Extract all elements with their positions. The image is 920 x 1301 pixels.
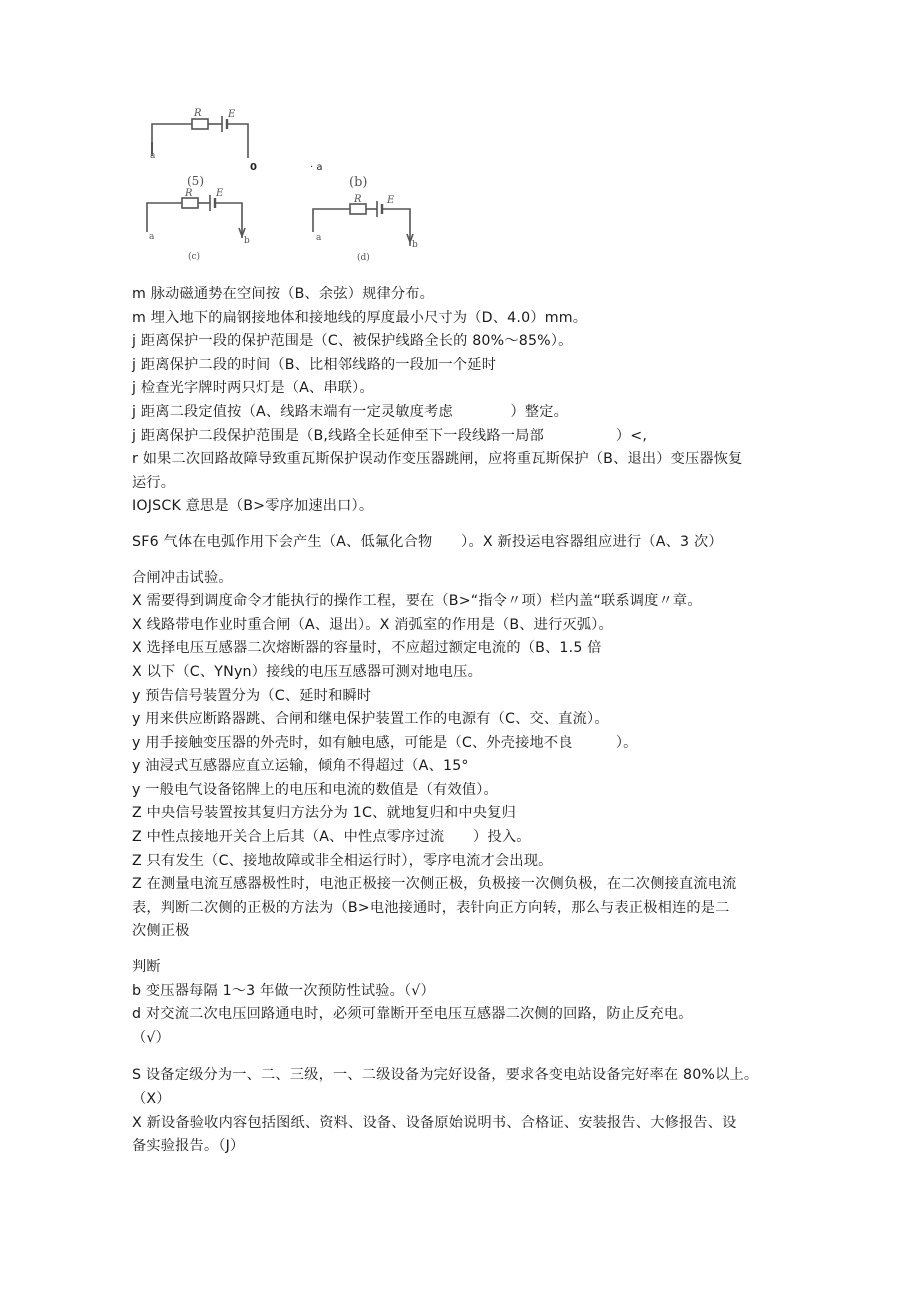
text-line: Z 中央信号装置按其复归方法分为 1C、就地复归和中央复归 (132, 805, 516, 822)
document-body (132, 283, 812, 1159)
circuit-a-terminal-a: a (150, 151, 156, 161)
text-line: r 如果二次回路故障导致重瓦斯保护误动作变压器跳闸，应将重瓦斯保护（B、退出）变压器恢复 (132, 451, 743, 468)
circuit-diagrams (130, 108, 450, 268)
circuit-d-terminal-b: b (412, 240, 418, 250)
circuit-a-mark: · a (310, 162, 323, 173)
text-line: y 预告信号装置分为（C、延时和瞬时 (132, 687, 372, 704)
text-line: （√） (132, 1029, 171, 1046)
text-line: （X） (132, 1091, 171, 1107)
text-line: b 变压器每隔 1～3 年做一次预防性试验。（√） (132, 982, 435, 999)
text-line: 表，判断二次侧的正极的方法为（B>电池接通时，表针向正方向转，那么与表正极相连的是二 (132, 899, 730, 916)
text-line: X 需要得到调度命令才能执行的操作工程，要在（B>“指令〃项）栏内盖“联系调度〃章。 (132, 593, 702, 610)
circuit-c-terminal-a: a (149, 232, 155, 242)
circuit-c (147, 195, 245, 238)
text-line: 次侧正极 (132, 923, 190, 940)
circuit-a-terminal-0: 0 (250, 162, 257, 173)
circuit-a (152, 116, 248, 158)
text-line: j 距离保护二段的时间（B、比相邻线路的一段加一个延时 (132, 356, 497, 373)
text-line: m 脉动磁通势在空间按（B、余弦）规律分布。 (132, 286, 435, 302)
text-line: y 一般电气设备铭牌上的电压和电流的数值是（有效值）。 (132, 781, 498, 798)
text-line: Z 中性点接地开关合上后其（A、中性点零序过流 ）投入。 (132, 829, 531, 846)
section-heading: 判断 (132, 959, 161, 976)
text-line: j 距离保护二段保护范围是（B,线路全长延伸至下一段线路一局部 ）<, (132, 427, 648, 444)
text-line: Z 在测量电流互感器极性时，电池正极接一次侧正极，负极接一次侧负极，在二次侧接直流电流 (132, 876, 737, 893)
caption-b: (b) (349, 175, 368, 190)
caption-5: (5) (187, 174, 204, 188)
text-line: 运行。 (132, 474, 176, 491)
text-line: Z 只有发生（C、接地故障或非全相运行时），零序电流才会出现。 (132, 852, 553, 869)
circuit-c-r-label: R (185, 188, 193, 199)
text-line: j 检查光字牌时两只灯是（A、串联）。 (132, 380, 374, 397)
text-line: d 对交流二次电压回路通电时，必须可靠断开至电压互感器二次侧的回路，防止反充电。 (132, 1006, 693, 1023)
circuit-c-e-label: E (216, 188, 224, 199)
text-line: SF6 气体在电弧作用下会产生（A、低氟化合物 ）。X 新投运电容器组应进行（A、3 次） (132, 533, 723, 550)
text-line: j 距离保护一段的保护范围是（C、被保护线路全长的 80%～85%）。 (132, 333, 573, 350)
circuit-c-terminal-b: b (244, 236, 250, 246)
text-line: y 油浸式互感器应直立运输，倾角不得超过（A、15° (132, 758, 469, 775)
text-line: 合闸冲击试验。 (132, 569, 233, 586)
circuit-d (313, 201, 413, 246)
text-line: X 新设备验收内容包括图纸、资料、设备、设备原始说明书、合格证、安装报告、大修报告、设 (132, 1114, 737, 1131)
caption-d: (d) (357, 253, 370, 263)
circuit-figure (130, 108, 450, 268)
circuit-d-terminal-a: a (316, 233, 322, 243)
circuit-a-e-label: E (228, 109, 236, 120)
text-line: m 埋入地下的扁钢接地体和接地线的厚度最小尺寸为（D、4.0）mm。 (132, 309, 588, 326)
text-line: X 以下（C、YNyn）接线的电压互感器可测对地电压。 (132, 663, 482, 680)
circuit-a-r-label: R (194, 108, 202, 119)
circuit-d-e-label: E (387, 195, 395, 206)
text-line: IOJSCK 意思是（B>零序加速出口）。 (132, 498, 374, 515)
text-line: X 选择电压互感器二次熔断器的容量时，不应超过额定电流的（B、1.5 倍 (132, 640, 602, 657)
text-line: j 距离二段定值按（A、线路末端有一定灵敏度考虑 ）整定。 (132, 403, 568, 420)
circuit-d-r-label: R (354, 194, 362, 205)
text-line: X 线路带电作业时重合闸（A、退出）。X 消弧室的作用是（B、进行灭弧）。 (132, 616, 613, 633)
text-line: y 用手接触变压器的外壳时，如有触电感，可能是（C、外壳接地不良 ）。 (132, 734, 638, 751)
text-line: y 用来供应断路器跳、合闸和继电保护装置工作的电源有（C、交、直流）。 (132, 711, 609, 728)
caption-c: (c) (188, 252, 201, 262)
text-line: 备实验报告。（J） (132, 1138, 245, 1155)
text-line: S 设备定级分为一、二、三级，一、二级设备为完好设备，要求各变电站设备完好率在 80%以上。 (132, 1067, 759, 1084)
